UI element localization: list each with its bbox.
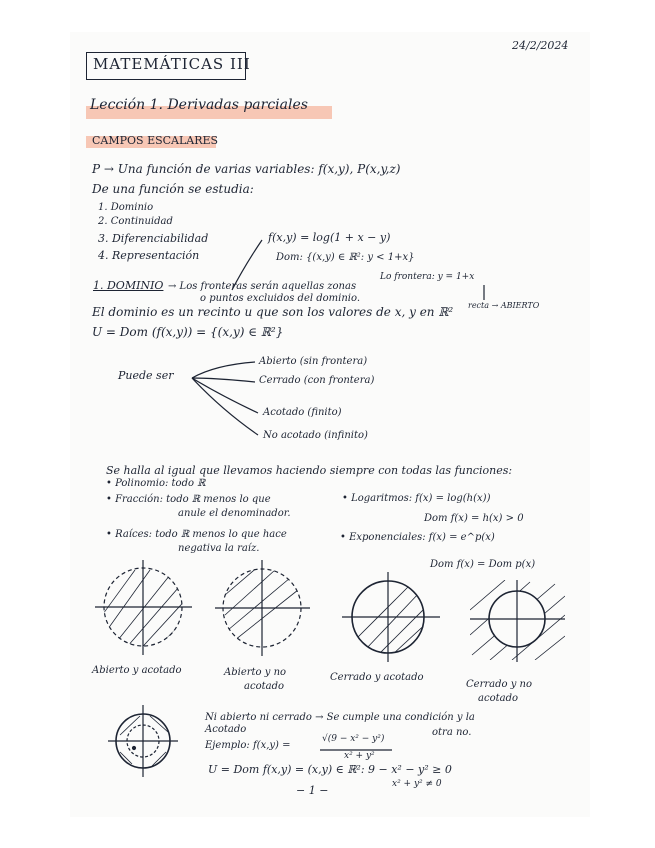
caption-closed-unbounded: acotado (478, 693, 518, 704)
rule-log: Dom f(x) = h(x) > 0 (424, 513, 524, 524)
connector-arrow (232, 240, 262, 290)
recinto-line: El dominio es un recinto u que son los valores de x, y en ℝ² (92, 305, 454, 319)
branch-line (192, 378, 258, 435)
list-item: 3. Diferenciabilidad (98, 232, 209, 245)
rule-exp: • Exponenciales: f(x) = e^p(x) (340, 532, 495, 543)
rule-exp: Dom f(x) = Dom p(x) (430, 559, 536, 570)
rule-fraction: anule el denominador. (178, 508, 291, 519)
example-denominator: x² + y² (344, 751, 375, 761)
diagram-neither (108, 705, 178, 777)
caption-open-unbounded: acotado (244, 681, 284, 692)
list-item: 4. Representación (98, 249, 200, 262)
rule-roots: negativa la raíz. (178, 543, 260, 554)
example-open: recta → ABIERTO (468, 301, 540, 310)
dominio-text: o puntos excluidos del dominio. (200, 293, 361, 304)
example-numerator: √(9 − x² − y²) (322, 734, 385, 744)
puede-ser: Puede ser (118, 369, 174, 382)
rule-roots: • Raíces: todo ℝ menos lo que hace (106, 529, 287, 540)
branch-line (192, 378, 258, 413)
diagram-open-bounded (95, 560, 195, 655)
lesson-title: Lección 1. Derivadas parciales (90, 97, 308, 113)
u-definition: U = Dom (f(x,y)) = {(x,y) ∈ ℝ²} (92, 325, 284, 339)
rule-fraction: • Fracción: todo ℝ menos lo que (106, 494, 271, 505)
page-title: MATEMÁTICAS III (93, 55, 251, 73)
u-final: U = Dom f(x,y) = (x,y) ∈ ℝ²: 9 − x² − y² ≥ 0 (208, 763, 452, 776)
u-final-cond: x² + y² ≠ 0 (392, 779, 442, 789)
studies-line: De una función se estudia: (92, 182, 254, 196)
diagram-open-unbounded (215, 560, 310, 656)
option-open: Abierto (sin frontera) (259, 356, 368, 367)
section-title: CAMPOS ESCALARES (92, 134, 219, 147)
page-number: − 1 − (296, 784, 329, 797)
neither-line: Acotado (205, 724, 247, 735)
neither-line: otra no. (432, 727, 472, 738)
example-boundary: Lo frontera: y = 1+x (380, 272, 475, 282)
caption-open-bounded: Abierto y acotado (92, 665, 182, 676)
branch-line (192, 378, 255, 382)
list-item: 2. Continuidad (98, 216, 173, 227)
definition-line: P → Una función de varias variables: f(x,y), P(x,y,z) (92, 162, 401, 176)
dominio-label: 1. DOMINIO (93, 279, 164, 292)
list-item: 1. Dominio (98, 202, 154, 213)
example-label: Ejemplo: f(x,y) = (205, 740, 291, 751)
diagram-closed-unbounded (470, 580, 565, 662)
dominio-text: → Los fronteras serán aquellas zonas (168, 281, 357, 292)
caption-closed-bounded: Cerrado y acotado (330, 672, 424, 683)
option-closed: Cerrado (con frontera) (259, 375, 375, 386)
rule-log: • Logaritmos: f(x) = log(h(x)) (342, 493, 491, 504)
rule-polynomial: • Polinomio: todo ℝ (106, 478, 206, 489)
branch-line (192, 362, 255, 378)
se-halla-line: Se halla al igual que llevamos haciendo siempre con todas las funciones: (106, 464, 513, 477)
date: 24/2/2024 (512, 39, 569, 52)
example-function: f(x,y) = log(1 + x − y) (268, 231, 391, 244)
example-domain: Dom: {(x,y) ∈ ℝ²: y < 1+x} (276, 252, 415, 263)
caption-closed-unbounded: Cerrado y no (466, 679, 532, 690)
option-unbounded: No acotado (infinito) (263, 430, 368, 441)
caption-open-unbounded: Abierto y no (224, 667, 287, 678)
diagram-closed-bounded (342, 572, 440, 662)
option-bounded: Acotado (finito) (263, 407, 342, 418)
neither-line: Ni abierto ni cerrado → Se cumple una condición y la (205, 712, 475, 723)
